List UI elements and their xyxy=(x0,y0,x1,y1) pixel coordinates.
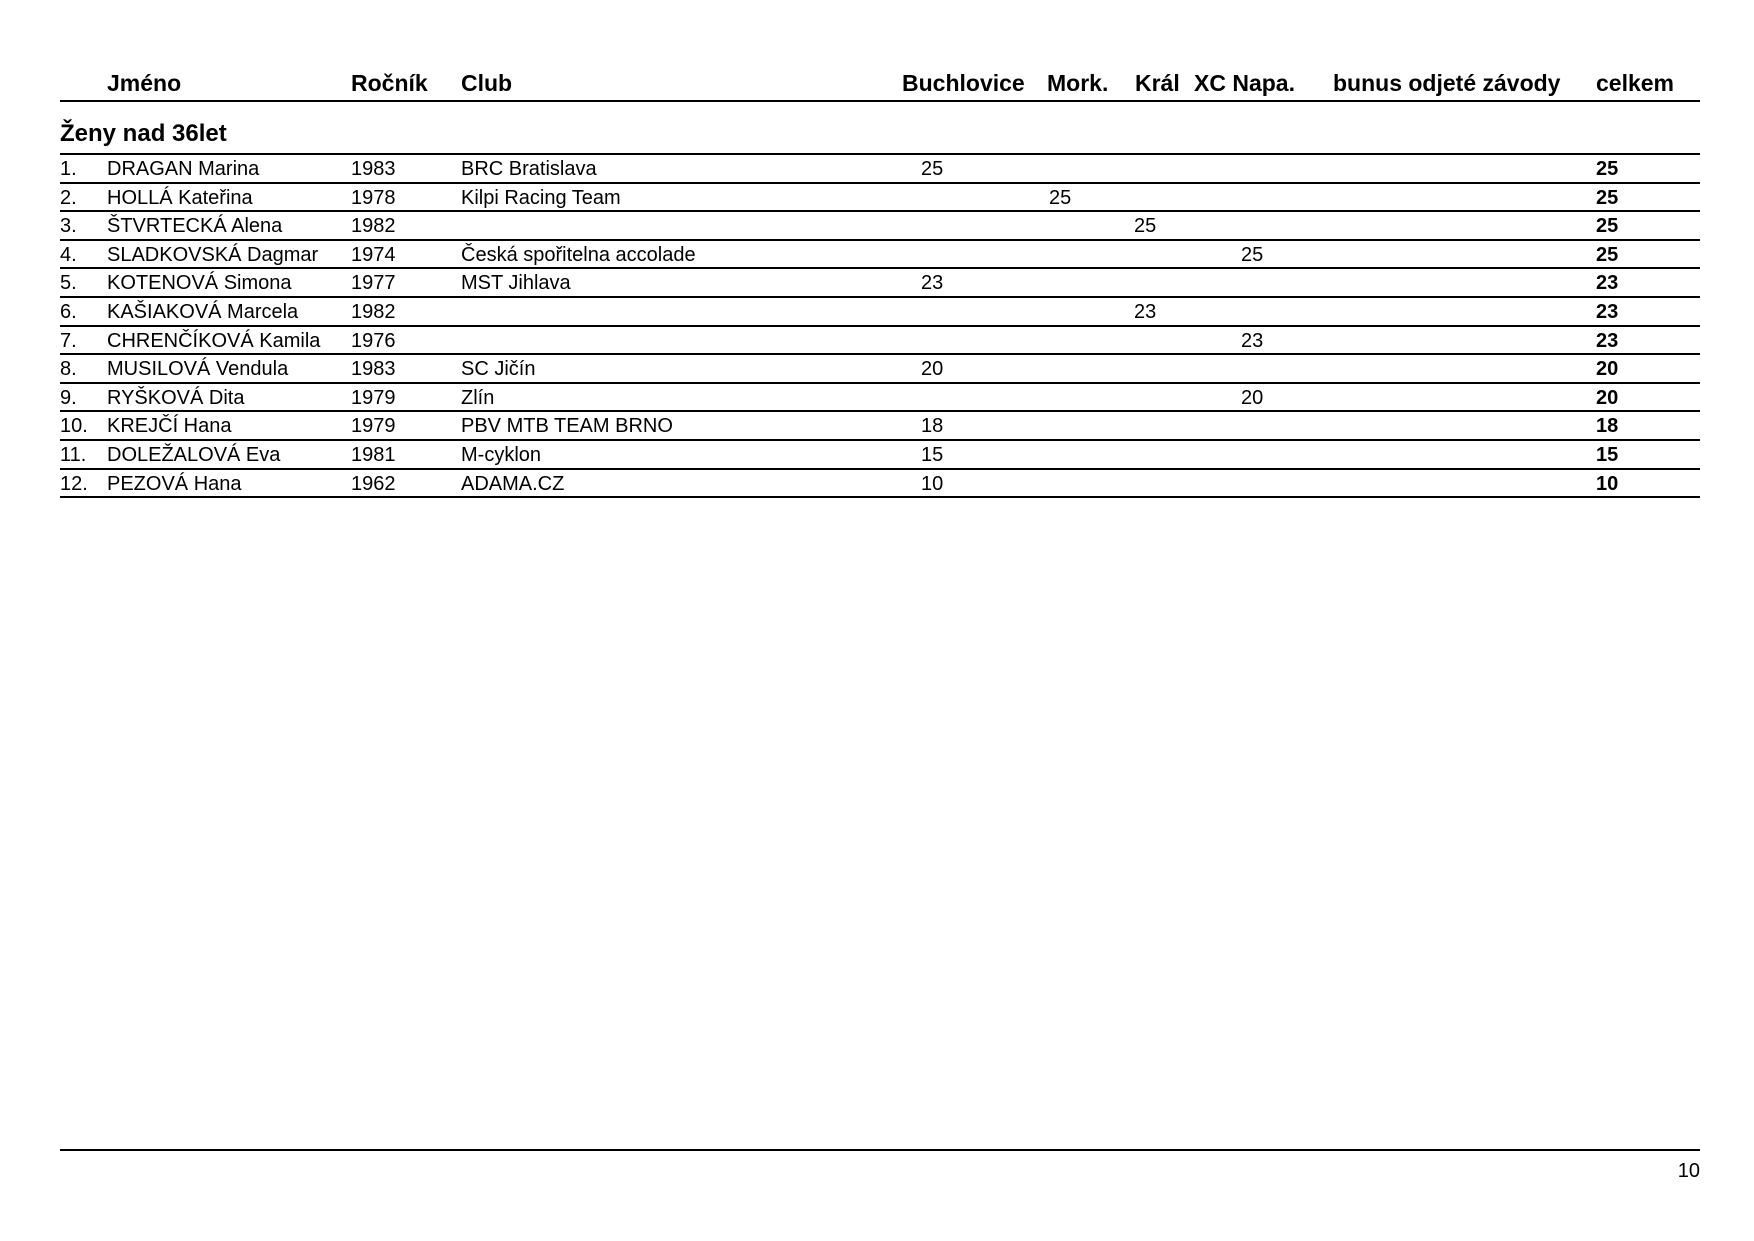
cell-year: 1981 xyxy=(351,443,396,466)
cell-name: CHRENČÍKOVÁ Kamila xyxy=(107,329,321,352)
cell-buchlovice: 20 xyxy=(921,358,944,381)
header-total: celkem xyxy=(1596,70,1675,96)
cell-name: DRAGAN Marina xyxy=(107,158,260,180)
cell-rank: 10. xyxy=(60,415,88,438)
cell-total: 23 xyxy=(1596,329,1619,352)
cell-name: HOLLÁ Kateřina xyxy=(107,186,253,209)
cell-year: 1979 xyxy=(351,415,396,438)
cell-club: SC Jičín xyxy=(461,358,536,381)
table-row xyxy=(60,155,1700,184)
cell-total: 18 xyxy=(1596,415,1619,438)
cell-buchlovice: 23 xyxy=(921,272,944,295)
cell-name: RYŠKOVÁ Dita xyxy=(107,386,245,409)
cell-rank: 9. xyxy=(60,386,77,409)
table-row xyxy=(60,241,1700,270)
cell-mork: 25 xyxy=(1049,186,1072,209)
cell-rank: 4. xyxy=(60,243,77,266)
cell-rank: 1. xyxy=(60,158,77,180)
cell-total: 25 xyxy=(1596,215,1619,238)
cell-club: Kilpi Racing Team xyxy=(461,186,621,209)
cell-name: SLADKOVSKÁ Dagmar xyxy=(107,243,319,266)
cell-total: 20 xyxy=(1596,358,1619,381)
cell-rank: 5. xyxy=(60,272,77,295)
cell-total: 10 xyxy=(1596,472,1619,495)
table-row xyxy=(60,355,1700,384)
results-sheet xyxy=(60,0,1700,1241)
cell-year: 1962 xyxy=(351,472,396,495)
cell-year: 1983 xyxy=(351,158,396,180)
cell-kral: 23 xyxy=(1134,300,1157,323)
cell-name: ŠTVRTECKÁ Alena xyxy=(107,215,283,238)
cell-year: 1977 xyxy=(351,272,396,295)
header-xc-napa: XC Napa. xyxy=(1194,70,1295,96)
cell-club: ADAMA.CZ xyxy=(461,472,565,495)
cell-rank: 12. xyxy=(60,472,88,495)
table-header-row xyxy=(60,68,1700,102)
cell-name: MUSILOVÁ Vendula xyxy=(107,358,289,381)
cell-club: M-cyklon xyxy=(461,443,542,466)
cell-club: MST Jihlava xyxy=(461,272,571,295)
cell-total: 25 xyxy=(1596,186,1619,209)
cell-total: 23 xyxy=(1596,300,1619,323)
footer-divider xyxy=(60,1149,1700,1151)
cell-buchlovice: 15 xyxy=(921,443,944,466)
cell-club: Česká spořitelna accolade xyxy=(461,243,696,266)
cell-year: 1974 xyxy=(351,243,396,266)
cell-name: KAŠIAKOVÁ Marcela xyxy=(107,300,299,323)
header-year: Ročník xyxy=(351,70,428,96)
header-bonus: bunus odjeté závody xyxy=(1333,70,1561,96)
cell-total: 23 xyxy=(1596,272,1619,295)
cell-club: BRC Bratislava xyxy=(461,158,597,180)
cell-rank: 3. xyxy=(60,215,77,238)
table-row xyxy=(60,269,1700,298)
cell-name: KREJČÍ Hana xyxy=(107,415,232,438)
cell-kral: 25 xyxy=(1134,215,1157,238)
cell-buchlovice: 18 xyxy=(921,415,944,438)
table-row xyxy=(60,327,1700,356)
header-name: Jméno xyxy=(107,70,182,96)
cell-buchlovice: 10 xyxy=(921,472,944,495)
cell-year: 1983 xyxy=(351,358,396,381)
cell-xc-napa: 23 xyxy=(1241,329,1264,352)
table-row xyxy=(60,298,1700,327)
cell-xc-napa: 20 xyxy=(1241,386,1264,409)
cell-name: DOLEŽALOVÁ Eva xyxy=(107,443,281,466)
table-row xyxy=(60,441,1700,470)
cell-rank: 2. xyxy=(60,186,77,209)
cell-buchlovice: 25 xyxy=(921,158,944,180)
cell-year: 1982 xyxy=(351,215,396,238)
results-table-body xyxy=(60,155,1700,498)
cell-rank: 11. xyxy=(60,443,87,466)
cell-year: 1978 xyxy=(351,186,396,209)
cell-rank: 6. xyxy=(60,300,77,323)
header-kral: Král xyxy=(1135,70,1180,96)
table-row xyxy=(60,384,1700,413)
table-row xyxy=(60,470,1700,499)
cell-total: 20 xyxy=(1596,386,1619,409)
page-number: 10 xyxy=(1677,1160,1700,1182)
header-buchlovice: Buchlovice xyxy=(902,70,1025,96)
cell-year: 1979 xyxy=(351,386,396,409)
cell-club: Zlín xyxy=(461,386,495,409)
cell-total: 15 xyxy=(1596,443,1619,466)
cell-total: 25 xyxy=(1596,158,1619,180)
cell-year: 1976 xyxy=(351,329,396,352)
table-row xyxy=(60,212,1700,241)
cell-xc-napa: 25 xyxy=(1241,243,1264,266)
cell-rank: 7. xyxy=(60,329,77,352)
table-row xyxy=(60,184,1700,213)
category-title: Ženy nad 36let xyxy=(60,120,227,147)
cell-total: 25 xyxy=(1596,243,1619,266)
header-club: Club xyxy=(461,70,513,96)
cell-name: KOTENOVÁ Simona xyxy=(107,272,292,295)
cell-club: PBV MTB TEAM BRNO xyxy=(461,415,673,438)
cell-name: PEZOVÁ Hana xyxy=(107,472,242,495)
header-mork: Mork. xyxy=(1047,70,1109,96)
cell-rank: 8. xyxy=(60,358,77,381)
cell-year: 1982 xyxy=(351,300,396,323)
table-row xyxy=(60,412,1700,441)
